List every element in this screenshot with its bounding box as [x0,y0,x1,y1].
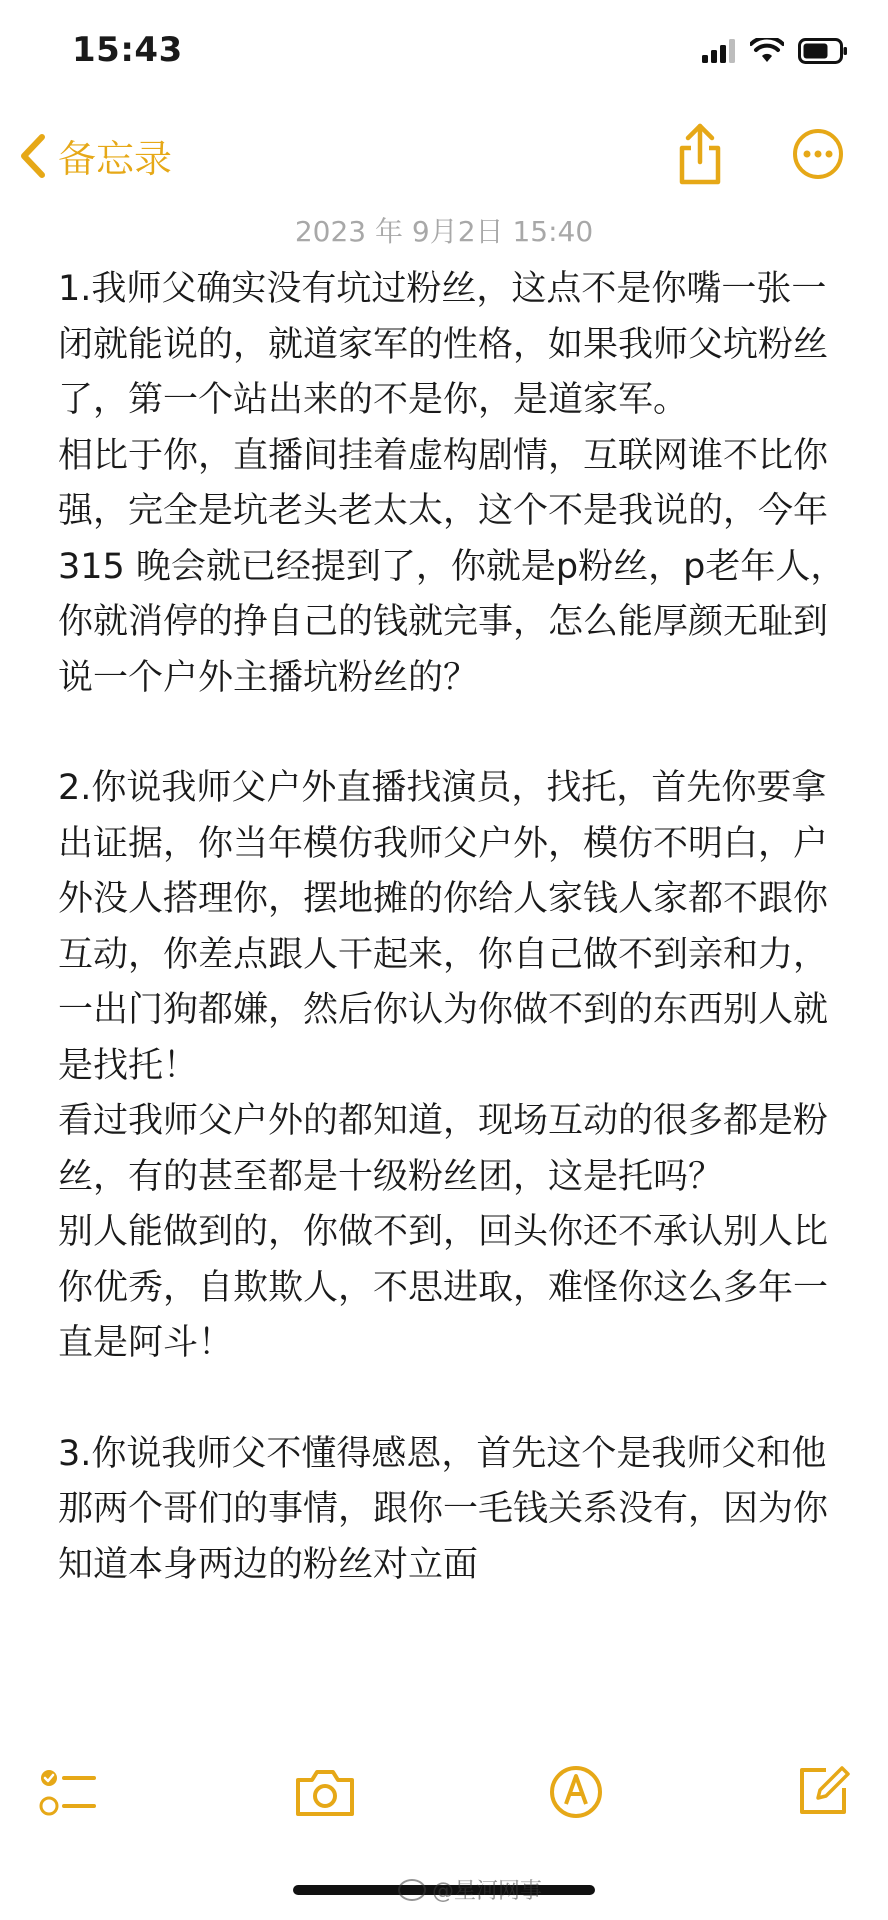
status-bar [0,0,888,110]
markup-icon [548,1764,604,1820]
note-paragraph: 别人能做到的，你做不到，回头你还不承认别人比你优秀，自欺欺人，不思进取，难怪你这么多年一直是阿斗！ [58,1212,829,1363]
back-label: 备忘录 [58,137,173,181]
share-icon [676,122,724,186]
note-paragraph: 看过我师父户外的都知道，现场互动的很多都是粉丝，有的甚至都是十级粉丝团，这是托吗？ [58,1101,829,1197]
bottom-toolbar [0,1760,888,1840]
wifi-icon [750,38,784,64]
compose-icon [796,1764,850,1818]
nav-bar [0,118,888,198]
status-icons [702,38,848,64]
chevron-left-icon [18,133,48,179]
note-paragraph: 3.你说我师父不懂得感恩，首先这个是我师父和他那两个哥们的事情，跟你一毛钱关系没有，因为你知道本身两边的粉丝对立面 [58,1433,829,1585]
note-paragraph: 2.你说我师父户外直播找演员，找托，首先你要拿出证据，你当年模仿我师父户外，模仿不明白，户外没人搭理你，摆地摊的你给人家钱人家都不跟你互动，你差点跟人干起来，你自己做不到亲和力，一出门狗都嫌，然后你认为你做不到的东西别人就是找托！ [58,768,829,1086]
watermark [398,1874,542,1905]
note-body[interactable] [58,262,848,1740]
signal-icon [702,39,736,63]
checklist-icon [38,1766,98,1822]
camera-button[interactable] [294,1766,356,1824]
share-button[interactable] [676,122,724,190]
status-time: 15:43 [72,30,183,70]
camera-icon [294,1766,356,1820]
weibo-logo-icon [398,1879,426,1901]
more-icon [792,128,844,180]
markup-button[interactable] [548,1764,604,1824]
note-paragraph: 1.我师父确实没有坑过粉丝，这点不是你嘴一张一闭就能说的，就道家军的性格，如果我师父坑粉丝了，第一个站出来的不是你，是道家军。 [58,269,829,420]
checklist-button[interactable] [38,1766,98,1826]
back-button[interactable] [18,128,172,183]
watermark-text: @星河网事 [432,1879,543,1904]
more-button[interactable] [792,128,844,184]
compose-button[interactable] [796,1764,850,1822]
note-date: 2023 年 9月2日 15:40 [294,215,594,248]
battery-icon [798,38,848,64]
note-paragraph: 相比于你，直播间挂着虚构剧情，互联网谁不比你强，完全是坑老头老太太，这个不是我说的，今年 315 晚会就已经提到了，你就是p粉丝，p老年人，你就消停的挣自己的钱就完事，怎么能厚颜无耻到说一个户外主播坑粉丝的？ [58,435,846,698]
